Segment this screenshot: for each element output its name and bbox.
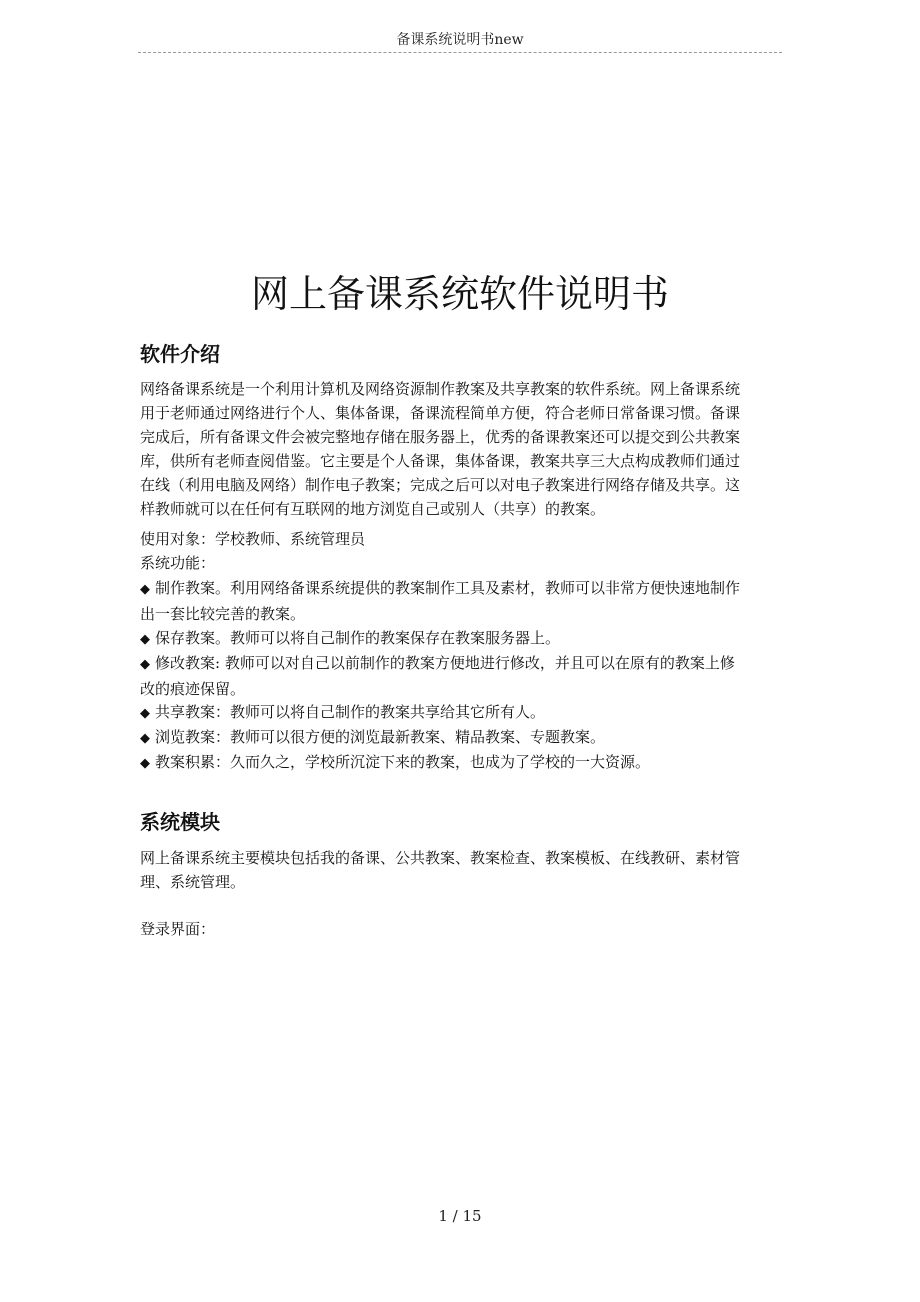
feature-text: 教案积累：久而久之，学校所沉淀下来的教案，也成为了学校的一大资源。 <box>155 753 651 771</box>
paragraph-line: 库，供所有老师查阅借鉴。它主要是个人备课，集体备课，教案共享三大点构成教师们通过 <box>140 452 741 470</box>
diamond-bullet-icon: ◆ <box>140 632 150 647</box>
feature-text: 浏览教案：教师可以很方便的浏览最新教案、精品教案、专题教案。 <box>155 728 606 746</box>
paragraph-line: 完成后，所有备课文件会被完整地存储在服务器上，优秀的备课教案还可以提交到公共教案 <box>140 428 741 446</box>
modules-paragraph <box>140 846 782 894</box>
feature-item <box>140 651 782 701</box>
features-label: 系统功能： <box>140 554 216 572</box>
intro-paragraph <box>140 377 782 521</box>
login-screen-label: 登录界面： <box>140 920 216 938</box>
diamond-bullet-icon: ◆ <box>140 731 150 746</box>
header-divider <box>138 52 782 53</box>
paragraph-line: 理、系统管理。 <box>140 873 246 891</box>
feature-text-continued: 出一套比较完善的教案。 <box>140 605 306 623</box>
paragraph-line: 在线（利用电脑及网络）制作电子教案；完成之后可以对电子教案进行网络存储及共享。这 <box>140 476 741 494</box>
feature-item <box>140 725 782 751</box>
paragraph-line: 样教师就可以在任何有互联网的地方浏览自己或别人（共享）的教案。 <box>140 500 606 518</box>
feature-item <box>140 700 782 726</box>
section-heading-modules: 系统模块 <box>140 810 220 834</box>
diamond-bullet-icon: ◆ <box>140 582 150 597</box>
diamond-bullet-icon: ◆ <box>140 706 150 721</box>
feature-item <box>140 576 782 626</box>
document-title: 网上备课系统软件说明书 <box>250 272 669 316</box>
diamond-bullet-icon: ◆ <box>140 657 150 672</box>
feature-item <box>140 626 782 652</box>
paragraph-line: 用于老师通过网络进行个人、集体备课，备课流程简单方便，符合老师日常备课习惯。备课 <box>140 404 741 422</box>
running-header: 备课系统说明书new <box>396 32 524 48</box>
page-number: 1 / 15 <box>438 1207 482 1225</box>
feature-text: 制作教案。利用网络备课系统提供的教案制作工具及素材，教师可以非常方便快速地制作 <box>155 579 741 597</box>
diamond-bullet-icon: ◆ <box>140 756 150 771</box>
feature-text-continued: 改的痕迹保留。 <box>140 680 246 698</box>
feature-text: 修改教案: 教师可以对自己以前制作的教案方便地进行修改，并且可以在原有的教案上修 <box>155 654 735 672</box>
feature-text: 保存教案。教师可以将自己制作的教案保存在教案服务器上。 <box>155 629 561 647</box>
target-users-line: 使用对象：学校教师、系统管理员 <box>140 530 366 548</box>
section-heading-intro: 软件介绍 <box>140 342 220 366</box>
feature-item <box>140 750 782 776</box>
paragraph-line: 网络备课系统是一个利用计算机及网络资源制作教案及共享教案的软件系统。网上备课系统 <box>140 380 741 398</box>
feature-text: 共享教案：教师可以将自己制作的教案共享给其它所有人。 <box>155 703 546 721</box>
paragraph-line: 网上备课系统主要模块包括我的备课、公共教案、教案检查、教案模板、在线教研、素材管 <box>140 849 741 867</box>
